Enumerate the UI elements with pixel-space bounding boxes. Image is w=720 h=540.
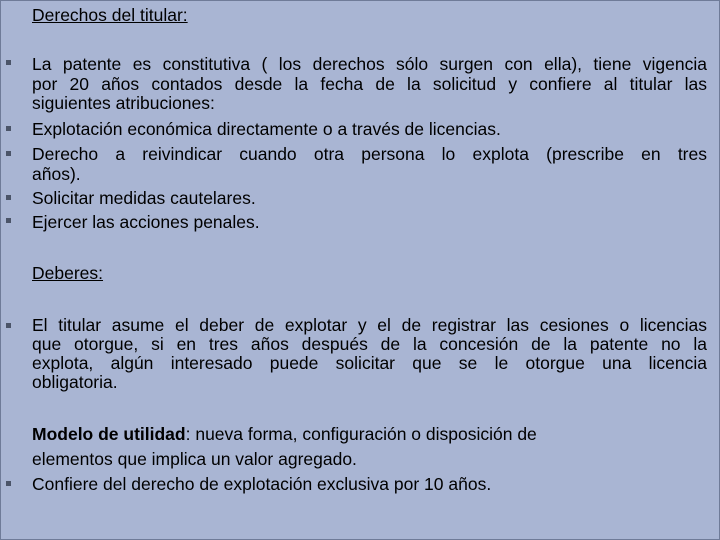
list-item-line: que otorgue, si en tres años después de la concesión de la patente no la	[32, 334, 707, 354]
list-item-line: Ejercer las acciones penales.	[32, 212, 260, 232]
list-item-line: obligatoria.	[32, 372, 118, 392]
definition-line	[32, 424, 537, 444]
definition-line-2: elementos que implica un valor agregado.	[32, 449, 357, 469]
bullet-icon	[6, 218, 11, 223]
list-item-line: explota, algún interesado puede solicitar que se le otorgue una licencia	[32, 353, 707, 373]
list-item-line: La patente es constitutiva ( los derechos sólo surgen con ella), tiene vigencia	[32, 54, 707, 74]
list-item-line: años).	[32, 164, 81, 184]
bullet-icon	[6, 195, 11, 200]
bullet-icon	[6, 151, 11, 156]
list-item-line: por 20 años contados desde la fecha de la solicitud y confiere al titular las	[32, 74, 707, 94]
bullet-icon	[6, 60, 11, 65]
list-item-line: Derecho a reivindicar cuando otra persona lo explota (prescribe en tres	[32, 144, 707, 164]
definition-text: : nueva forma, configuración o disposición de	[185, 424, 537, 444]
definition-term: Modelo de utilidad	[32, 424, 186, 444]
bullet-icon	[6, 323, 11, 328]
list-item-line: Confiere del derecho de explotación exclusiva por 10 años.	[32, 474, 492, 494]
list-item-line: Explotación económica directamente o a través de licencias.	[32, 119, 501, 139]
list-item-line: Solicitar medidas cautelares.	[32, 188, 256, 208]
section-heading-derechos: Derechos del titular:	[32, 5, 188, 25]
list-item-line: El titular asume el deber de explotar y el de registrar las cesiones o licencias	[32, 315, 707, 335]
list-item-line: siguientes atribuciones:	[32, 93, 215, 113]
section-heading-deberes: Deberes:	[32, 263, 104, 283]
bullet-icon	[6, 481, 11, 486]
bullet-icon	[6, 126, 11, 131]
